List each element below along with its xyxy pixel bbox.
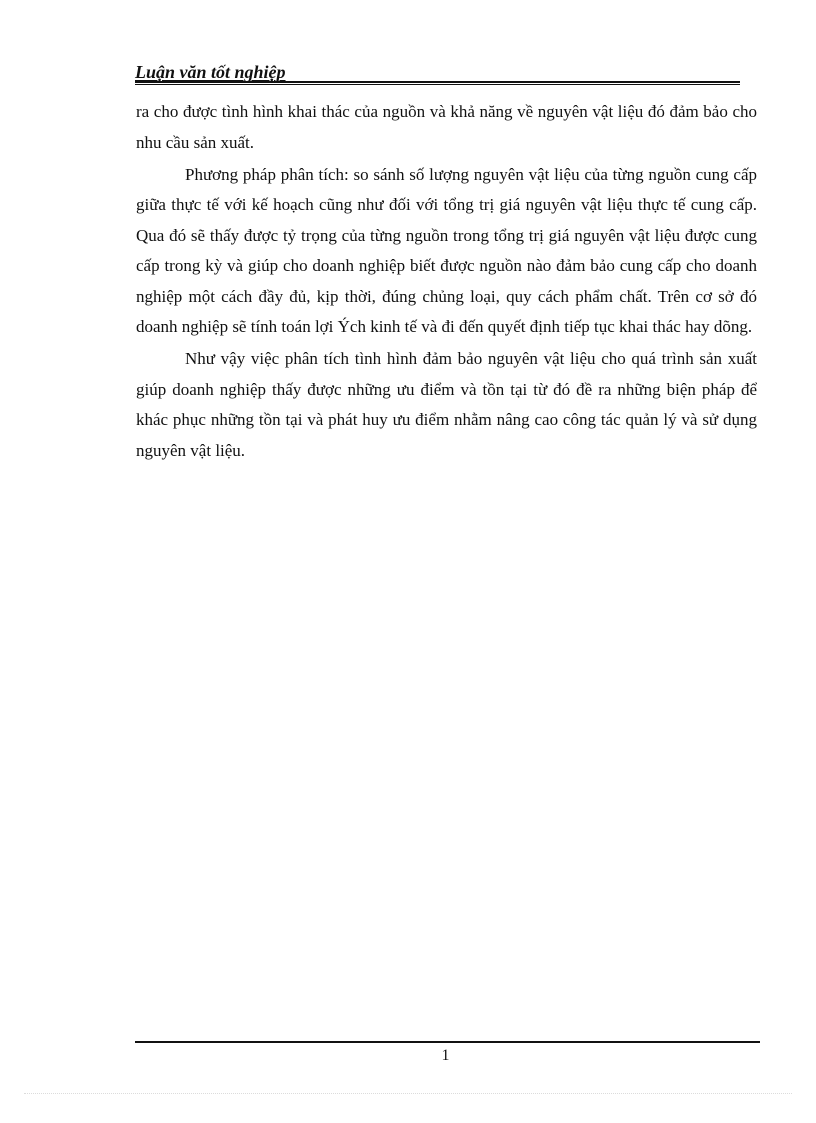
header-title: Luận văn tốt nghiệp: [135, 62, 286, 82]
page-number: 1: [441, 1047, 450, 1064]
paragraph-conclusion: Như vậy việc phân tích tình hình đảm bảo nguyên vật liệu cho quá trình sản xuất giúp doanh nghiệp thấy được những ưu điểm và tồn tại từ đó đề ra những biện pháp để khác phục những tồn tại và phát huy ưu điểm nhằm nâng cao công tác quản lý và sử dụng nguyên vật liệu.: [136, 349, 757, 460]
footer-rule: [135, 1041, 760, 1043]
paragraph-method: Phương pháp phân tích: so sánh số lượng nguyên vật liệu của từng nguồn cung cấp giữa thực tế với kế hoạch cũng như đối với tổng trị giá nguyên vật liệu thực tế cung cấp. Qua đó sẽ thấy được tỷ trọng của từng nguồn trong tổng trị giá nguyên vật liệu được cung cấp trong kỳ và giúp cho doanh nghiệp biết được nguồn nào đảm bảo cung cấp cho doanh nghiệp một cách đầy đủ, kịp thời, đúng chủng loại, quy cách phẩm chất. Trên cơ sở đó doanh nghiệp sẽ tính toán lợi Ých kinh tế và đi đến quyết định tiếp tục khai thác hay dõng.: [136, 164, 757, 336]
paragraph-continuation: ra cho được tình hình khai thác của nguồn và khả năng về nguyên vật liệu đó đảm bảo cho nhu cầu sản xuất.: [136, 102, 757, 152]
page-header: [135, 62, 740, 86]
document-body: [136, 97, 757, 468]
header-rule: [135, 81, 740, 85]
page-edge-divider: [24, 1093, 792, 1094]
